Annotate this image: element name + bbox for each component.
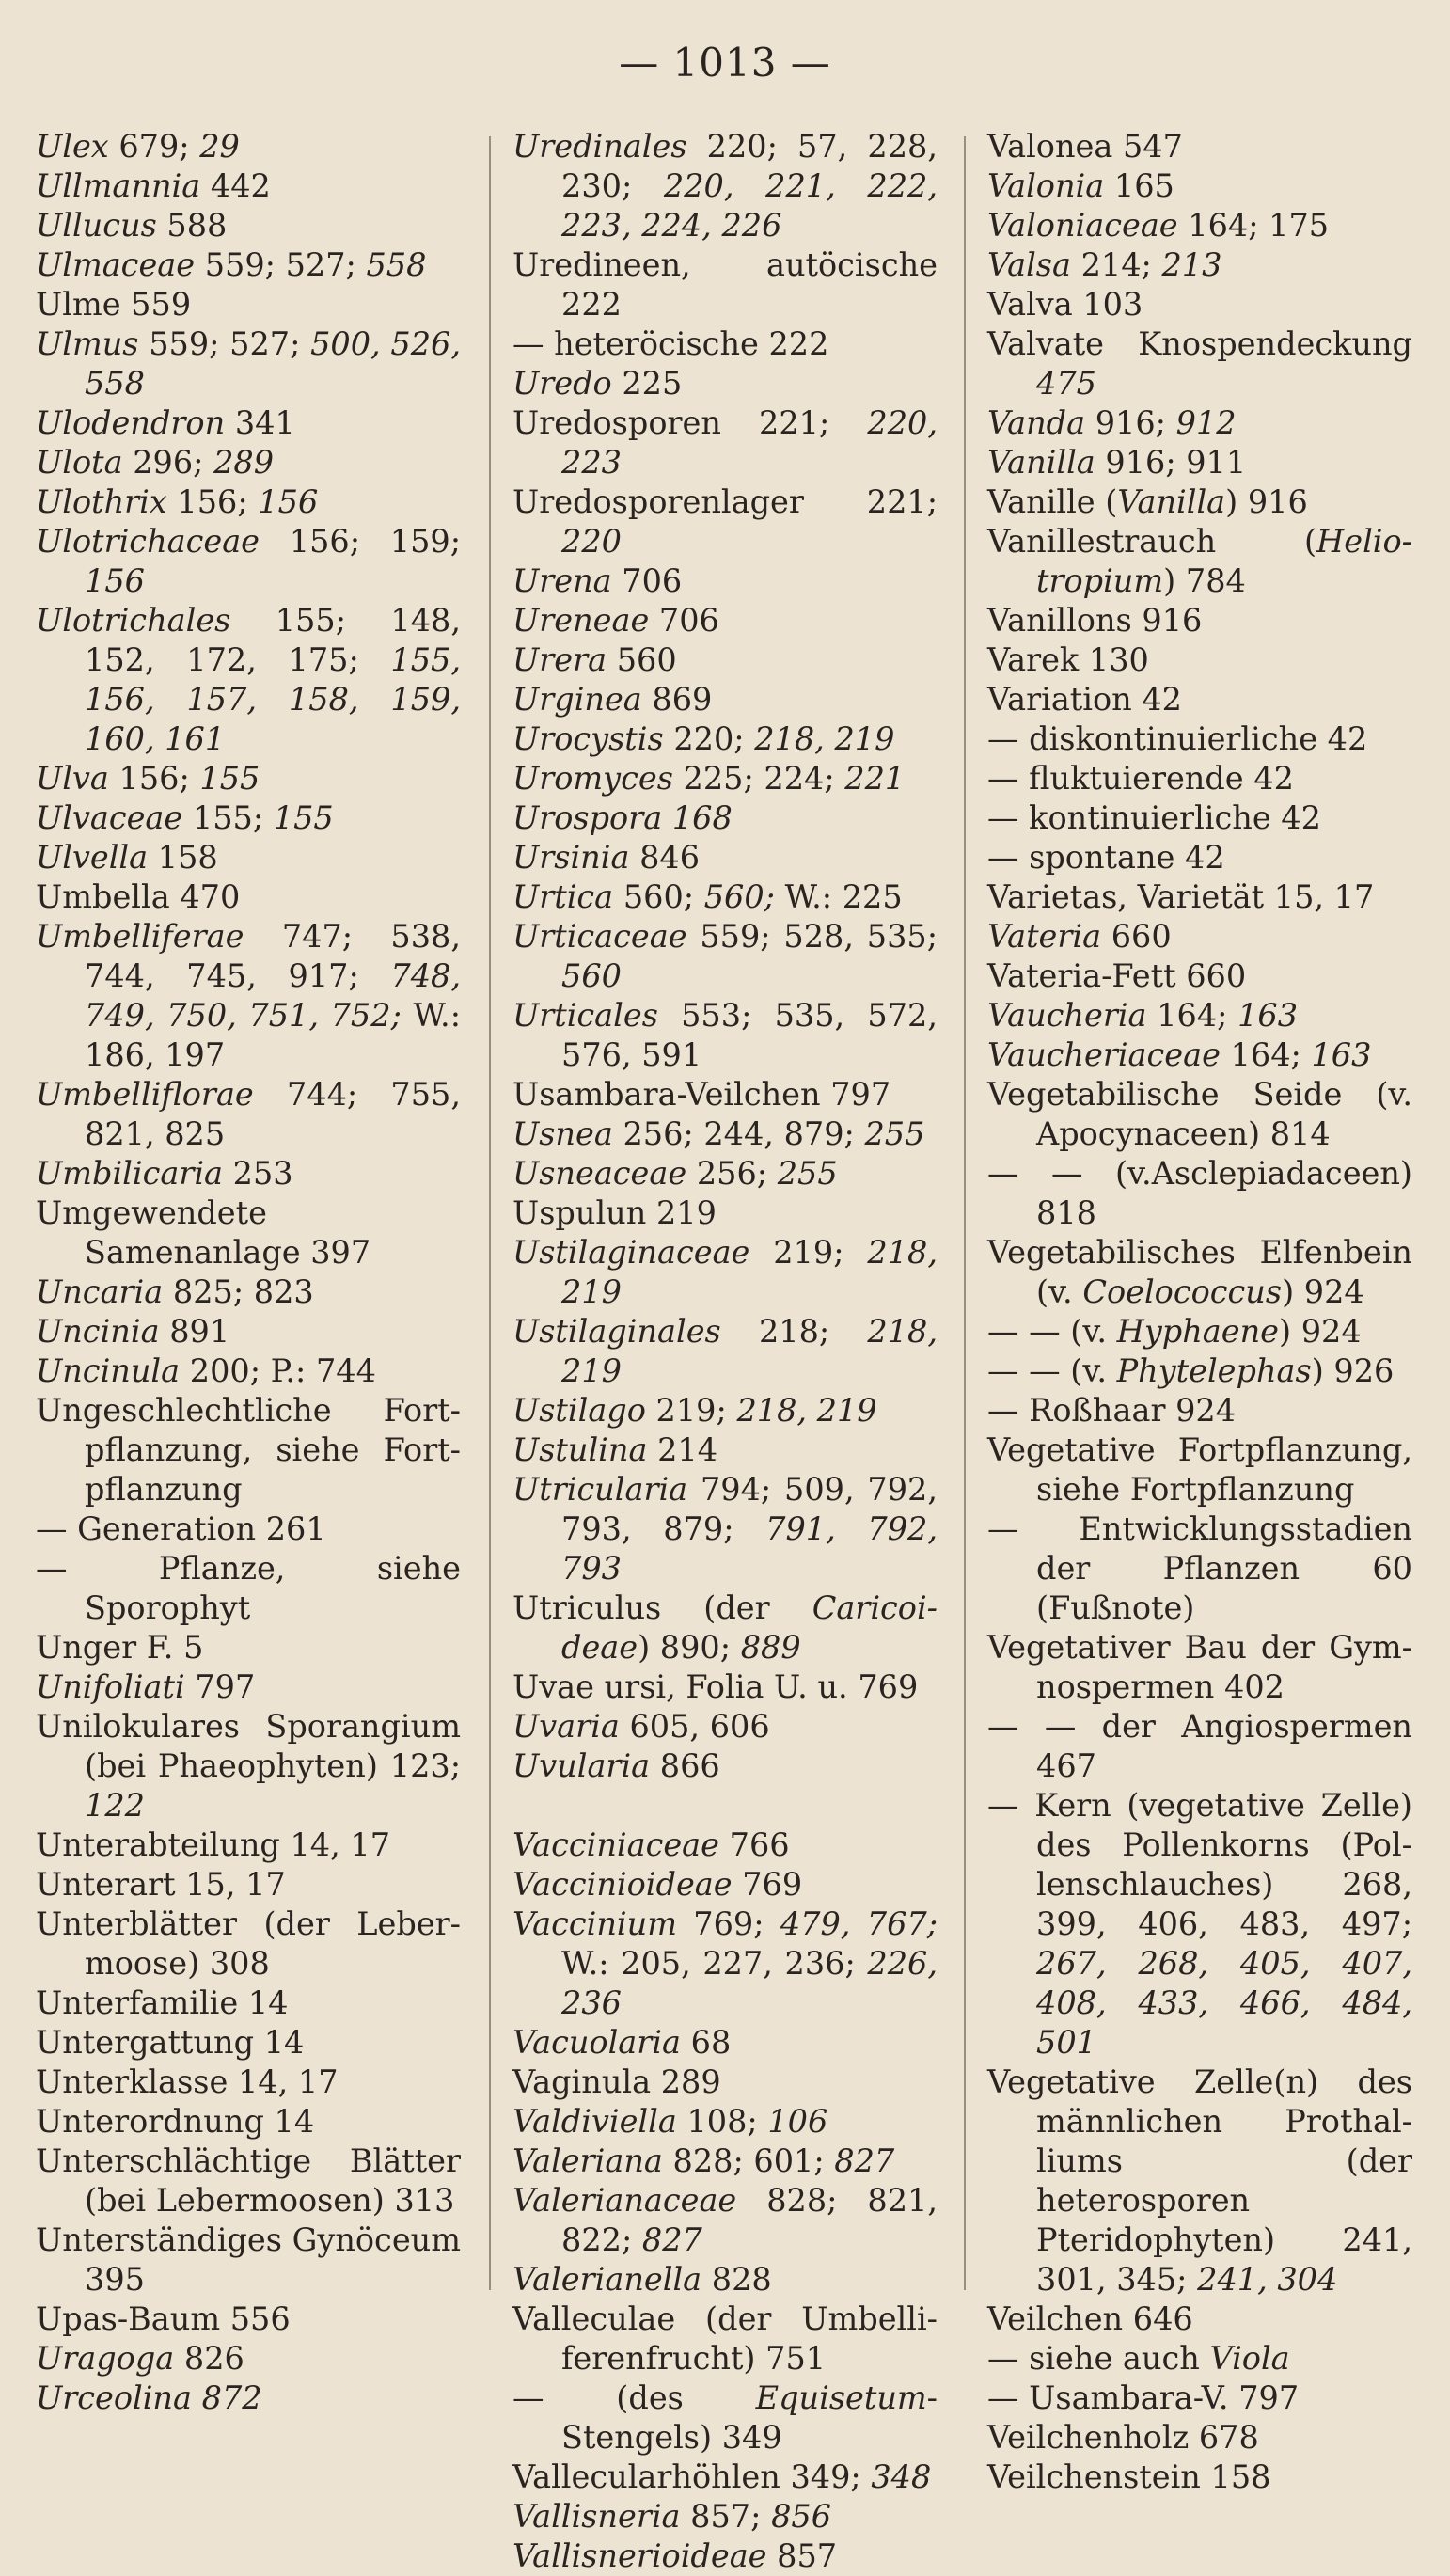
index-entry: Ulme 559: [36, 286, 192, 323]
index-entry: Vaccinium 769; 479, 767; W.: 205, 227, 236; 226, 236: [512, 1905, 938, 2021]
index-entry: Urera 560: [512, 641, 677, 678]
index-entry: Ulex 679; 29: [36, 128, 240, 165]
index-entry: Usambara-Veilchen 797: [512, 1076, 891, 1113]
index-entry: Umbilicaria 253: [36, 1155, 293, 1192]
index-entry: Varek 130: [987, 641, 1149, 678]
index-entry: Unger F. 5: [36, 1629, 204, 1666]
index-entry: Uncaria 825; 823: [36, 1273, 314, 1310]
index-entry: Vegetative Zelle(n) des männlichen Prothal-liums (der heterosporen Pteridophyten) 241, 301, 345; 241, 304: [987, 2063, 1412, 2298]
index-entry: Umbelliferae 747; 538, 744, 745, 917; 748, 749, 750, 751, 752; W.: 186, 197: [36, 918, 461, 1073]
index-entry: Uvularia 866: [512, 1747, 720, 1784]
index-entry: Vateria-Fett 660: [987, 957, 1247, 994]
index-entry: — kontinuierliche 42: [987, 799, 1321, 836]
index-entry: Unterklasse 14, 17: [36, 2063, 339, 2100]
index-entry: — — (v.Asclepiadaceen) 818: [987, 1155, 1412, 1231]
index-entry: — Usambara-V. 797: [987, 2379, 1300, 2416]
index-entry: Unterschlächtige Blätter (bei Lebermoosen) 313: [36, 2142, 461, 2219]
index-entry: Urtica 560; 560; W.: 225: [512, 878, 903, 915]
index-entry: Variation 42: [987, 681, 1182, 718]
index-entry: Veilchenstein 158: [987, 2458, 1271, 2495]
index-entry: — siehe auch Viola: [987, 2340, 1290, 2377]
index-entry: Ulodendron 341: [36, 404, 295, 441]
index-entry: Ulmaceae 559; 527; 558: [36, 246, 427, 283]
index-entry: Vaucheriaceae 164; 163: [987, 1036, 1372, 1073]
index-entry: Ulvaceae 155; 155: [36, 799, 334, 836]
column-divider: [489, 136, 491, 2290]
index-entry: Urticaceae 559; 528, 535; 560: [512, 918, 938, 994]
index-entry: Valdiviella 108; 106: [512, 2103, 828, 2140]
index-entry: Uredosporenlager 221; 220: [512, 483, 938, 560]
index-entry: Utriculus (der Caricoi-deae) 890; 889: [512, 1589, 938, 1666]
index-entry: Vanilla 916; 911: [987, 444, 1247, 481]
index-entry: Unterfamilie 14: [36, 1984, 289, 2021]
index-entry: — — (v. Phytelephas) 926: [987, 1352, 1395, 1389]
index-entry: Ullmannia 442: [36, 167, 271, 204]
index-entry: — Generation 261: [36, 1510, 326, 1547]
index-entry: Ullucus 588: [36, 207, 228, 244]
index-column-3: [987, 127, 1412, 2495]
index-entry: Vegetabilisches Elfenbein (v. Coelococcus) 924: [987, 1234, 1412, 1310]
index-entry: Uragoga 826: [36, 2340, 244, 2377]
section-gap: [512, 1786, 938, 1825]
index-entry: Urocystis 220; 218, 219: [512, 720, 895, 757]
index-entry: Unterabteilung 14, 17: [36, 1826, 391, 1863]
index-entry: Unterordnung 14: [36, 2103, 315, 2140]
index-entry: Ulotrichales 155; 148, 152, 172, 175; 155, 156, 157, 158, 159, 160, 161: [36, 602, 461, 757]
index-entry: — Kern (vegetative Zelle) des Pollenkorns (Pol-lenschlauches) 268, 399, 406, 483, 497; 267, 268, 405, 407, 408, 433, 466, 484, 501: [987, 1787, 1412, 2061]
index-entry: — Roßhaar 924: [987, 1392, 1237, 1429]
index-entry: Vanda 916; 912: [987, 404, 1237, 441]
index-entry: Unterständiges Gynöceum 395: [36, 2221, 461, 2298]
index-entry: Ulvella 158: [36, 839, 218, 876]
index-entry: Uncinula 200; P.: 744: [36, 1352, 376, 1389]
index-entry: Ulota 296; 289: [36, 444, 275, 481]
index-entry: Ursinia 846: [512, 839, 701, 876]
index-entry: Uredo 225: [512, 365, 683, 402]
index-entry: Veilchen 646: [987, 2300, 1193, 2337]
index-entry: Unterblätter (der Leber-moose) 308: [36, 1905, 461, 1982]
index-entry: — — der Angiospermen 467: [987, 1708, 1412, 1784]
index-entry: Uspulun 219: [512, 1194, 717, 1231]
index-entry: Untergattung 14: [36, 2024, 305, 2061]
index-entry: Urena 706: [512, 562, 683, 599]
index-entry: Usnea 256; 244, 879; 255: [512, 1115, 925, 1152]
index-entry: Valerianaceae 828; 821, 822; 827: [512, 2182, 938, 2258]
index-entry: Vallecularhöhlen 349; 348: [512, 2458, 932, 2495]
index-entry: Uncinia 891: [36, 1313, 230, 1350]
index-entry: Vanillons 916: [987, 602, 1203, 639]
index-entry: Uromyces 225; 224; 221: [512, 760, 906, 797]
index-column-2: [512, 127, 938, 2574]
index-entry: Ungeschlechtliche Fort-pflanzung, siehe Fort-pflanzung: [36, 1392, 461, 1508]
index-entry: Vacciniaceae 766: [512, 1826, 790, 1863]
index-entry: Vaccinioideae 769: [512, 1866, 803, 1903]
index-entry: Valsa 214; 213: [987, 246, 1222, 283]
index-entry: Vanille (Vanilla) 916: [987, 483, 1308, 520]
index-entry: Ureneae 706: [512, 602, 719, 639]
index-entry: Ulmus 559; 527; 500, 526, 558: [36, 325, 461, 402]
index-entry: Ustilago 219; 218, 219: [512, 1392, 877, 1429]
index-entry: Uredosporen 221; 220, 223: [512, 404, 938, 481]
index-entry: — fluktuierende 42: [987, 760, 1294, 797]
index-entry: Umbelliflorae 744; 755, 821, 825: [36, 1076, 461, 1152]
index-entry: Vaginula 289: [512, 2063, 721, 2100]
index-entry: Varietas, Varietät 15, 17: [987, 878, 1375, 915]
index-entry: Vegetative Fortpflanzung, siehe Fortpflanzung: [987, 1431, 1412, 1508]
index-entry: Vacuolaria 68: [512, 2024, 732, 2061]
index-entry: Urospora 168: [512, 799, 733, 836]
index-entry: Upas-Baum 556: [36, 2300, 291, 2337]
index-entry: Ulothrix 156; 156: [36, 483, 319, 520]
index-entry: Utricularia 794; 509, 792, 793, 879; 791, 792, 793: [512, 1471, 938, 1587]
index-entry: Valoniaceae 164; 175: [987, 207, 1330, 244]
index-entry: Valva 103: [987, 286, 1143, 323]
index-entry: Urticales 553; 535, 572, 576, 591: [512, 997, 938, 1073]
index-entry: — diskontinuierliche 42: [987, 720, 1368, 757]
page-number: — 1013 —: [619, 40, 831, 86]
index-entry: Vanillestrauch (Helio-tropium) 784: [987, 523, 1412, 599]
index-entry: Urginea 869: [512, 681, 713, 718]
index-entry: — heteröcische 222: [512, 325, 829, 362]
index-entry: Unilokulares Sporangium (bei Phaeophyten) 123; 122: [36, 1708, 461, 1824]
index-entry: Valeriana 828; 601; 827: [512, 2142, 895, 2179]
index-entry: Veilchenholz 678: [987, 2419, 1259, 2456]
index-entry: Vateria 660: [987, 918, 1172, 955]
index-entry: Umbella 470: [36, 878, 241, 915]
index-entry: Valvate Knospendeckung 475: [987, 325, 1412, 402]
index-entry: Valonea 547: [987, 128, 1183, 165]
index-entry: Uredineen, autöcische 222: [512, 246, 938, 323]
index-entry: Vallisnerioideae 857: [512, 2537, 838, 2574]
index-entry: — Entwicklungsstadien der Pflanzen 60 (Fußnote): [987, 1510, 1412, 1626]
index-entry: Ulva 156; 155: [36, 760, 260, 797]
index-entry: — spontane 42: [987, 839, 1225, 876]
index-entry: Vegetativer Bau der Gym-nospermen 402: [987, 1629, 1412, 1705]
index-entry: Valerianella 828: [512, 2261, 772, 2298]
index-entry: Vallisneria 857; 856: [512, 2498, 832, 2535]
index-entry: Vaucheria 164; 163: [987, 997, 1299, 1034]
index-entry: Ulotrichaceae 156; 159; 156: [36, 523, 461, 599]
index-entry: Ustilaginaceae 219; 218, 219: [512, 1234, 938, 1310]
index-entry: Urceolina 872: [36, 2379, 262, 2416]
index-entry: Ustilaginales 218; 218, 219: [512, 1313, 938, 1389]
index-entry: Valleculae (der Umbelli-ferenfrucht) 751: [512, 2300, 938, 2377]
index-entry: — (des Equisetum-Stengels) 349: [512, 2379, 938, 2456]
index-entry: Usneaceae 256; 255: [512, 1155, 838, 1192]
index-entry: Valonia 165: [987, 167, 1174, 204]
index-column-1: [36, 127, 461, 2416]
index-entry: Uvaria 605, 606: [512, 1708, 770, 1745]
index-entry: — Pflanze, siehe Sporophyt: [36, 1550, 461, 1626]
index-entry: Ustulina 214: [512, 1431, 718, 1468]
index-entry: Uredinales 220; 57, 228, 230; 220, 221, 222, 223, 224, 226: [512, 128, 938, 244]
index-entry: Unterart 15, 17: [36, 1866, 286, 1903]
column-divider: [964, 136, 966, 2290]
index-entry: Uvae ursi, Folia U. u. 769: [512, 1668, 919, 1705]
index-entry: Vegetabilische Seide (v. Apocynaceen) 814: [987, 1076, 1412, 1152]
index-entry: Umgewendete Samenanlage 397: [36, 1194, 371, 1271]
index-entry: Unifoliati 797: [36, 1668, 256, 1705]
index-entry: — — (v. Hyphaene) 924: [987, 1313, 1362, 1350]
